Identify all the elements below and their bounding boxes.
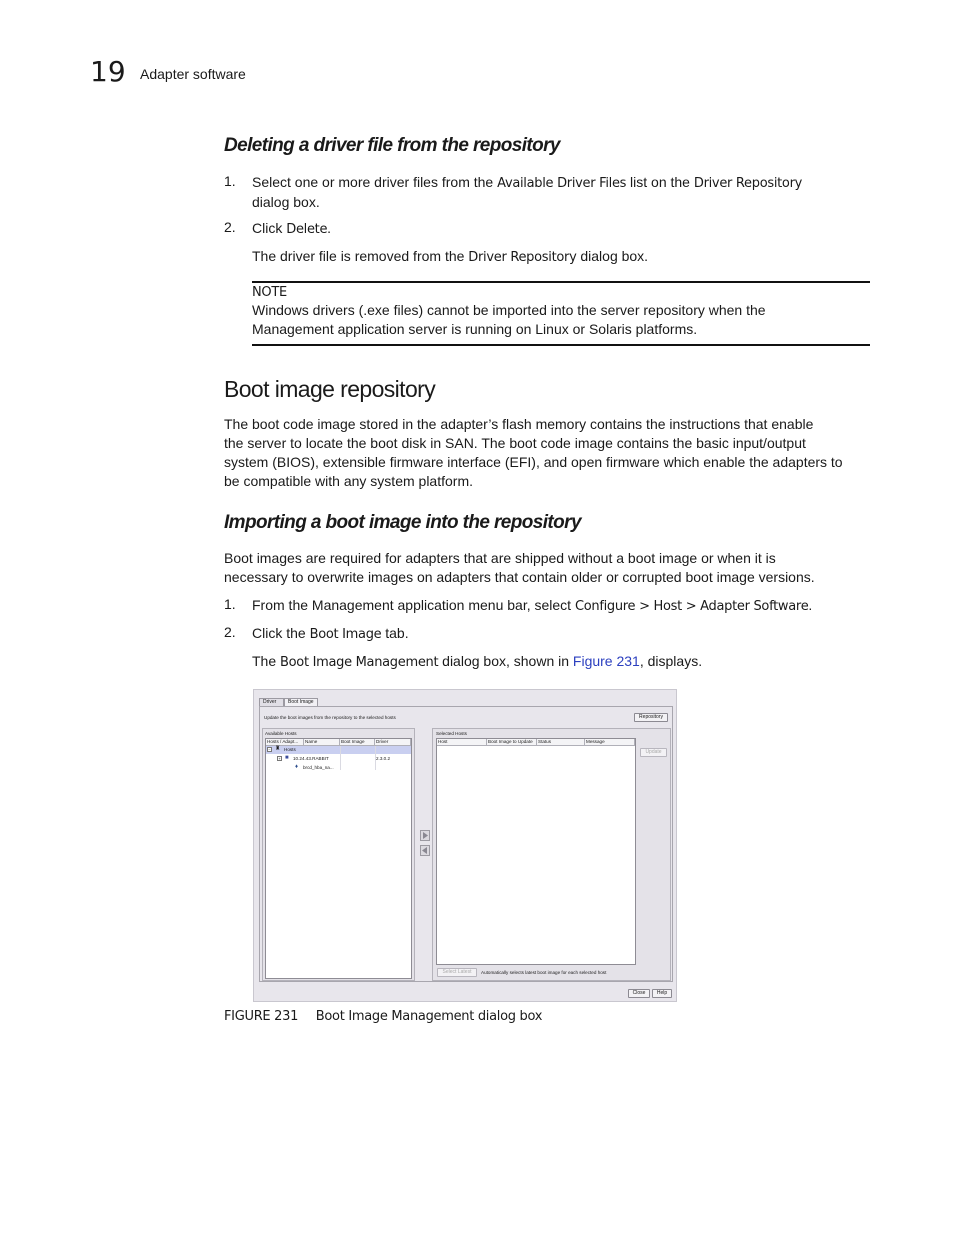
note-text: Windows drivers (.exe files) cannot be imported into the server repository when the Management application server is running on Linux or Solaris platforms. — [252, 302, 766, 337]
import-result: The Boot Image Management dialog box, shown in Figure 231, displays. — [252, 653, 703, 670]
adapter-icon: ♦ — [295, 764, 299, 770]
delete-step-1: Select one or more driver files from the Available Driver Files list on the Driver Repository dialog box. — [252, 174, 803, 210]
step-number: 2. — [224, 219, 236, 235]
import-step-1: From the Management application menu bar, select Configure > Host > Adapter Software. — [252, 597, 813, 614]
tab-boot-image[interactable]: Boot Image — [284, 698, 318, 707]
figure-231-link[interactable]: Figure 231 — [572, 653, 640, 669]
expand-icon[interactable]: + — [278, 756, 281, 761]
hosts-folder-icon: ♜ — [275, 746, 281, 752]
column-header[interactable]: Boot Image to Update — [487, 739, 537, 746]
import-step-2: Click the Boot Image tab. — [252, 625, 409, 642]
import-paragraph: Boot images are required for adapters that are shipped without a boot image or when it is necessary to overwrite images on adapters that contain older or corrupted boot image versions. — [224, 550, 815, 585]
host-driver-version: 2.3.0.2 — [376, 756, 391, 761]
boot-image-panel — [259, 706, 673, 982]
selected-hosts-group — [432, 728, 671, 981]
close-button[interactable]: Close — [628, 989, 650, 998]
adapter-name: brcd_hba_na... — [303, 765, 334, 770]
available-hosts-label: Available Hosts — [265, 731, 297, 736]
note-label: NOTE — [252, 285, 287, 300]
chapter-title: Adapter software — [140, 66, 246, 82]
heading-import-boot-image: Importing a boot image into the repository — [224, 512, 581, 533]
available-hosts-table[interactable] — [265, 738, 412, 979]
tree-root-label: Hosts — [284, 747, 296, 752]
table-row[interactable] — [266, 746, 411, 754]
select-latest-description: Automatically selects latest boot image for each selected host — [481, 970, 607, 975]
arrow-right-icon — [421, 831, 429, 840]
help-button[interactable]: Help — [652, 989, 672, 998]
collapse-icon[interactable]: − — [268, 747, 271, 752]
move-left-button[interactable] — [420, 845, 430, 856]
note-top-rule — [252, 281, 870, 283]
delete-result: The driver file is removed from the Driver Repository dialog box. — [252, 248, 649, 265]
column-header[interactable]: Message — [585, 739, 635, 746]
column-header[interactable]: Host — [437, 739, 487, 746]
host-icon: ■ — [285, 755, 289, 761]
column-header[interactable]: Status — [537, 739, 585, 746]
column-header[interactable]: Hosts / Adapt... — [266, 739, 304, 746]
heading-delete-driver: Deleting a driver file from the repository — [224, 135, 560, 156]
delete-step-2: Click Delete. — [252, 220, 332, 237]
host-name: 10.24.43.RABBIT — [293, 756, 329, 761]
move-right-button[interactable] — [420, 830, 430, 841]
step-number: 2. — [224, 624, 236, 640]
selected-hosts-label: Selected Hosts — [436, 731, 467, 736]
figure-caption — [224, 1009, 542, 1024]
arrow-left-icon — [421, 846, 429, 855]
tab-driver[interactable]: Driver — [259, 698, 284, 707]
update-button[interactable]: Update — [640, 748, 667, 757]
table-row[interactable] — [266, 764, 411, 772]
select-latest-button[interactable]: Select Latest — [437, 968, 477, 977]
note-bottom-rule — [252, 344, 870, 346]
table-row[interactable] — [266, 755, 411, 763]
available-hosts-group — [262, 728, 415, 981]
heading-boot-image-repository: Boot image repository — [224, 376, 436, 402]
column-divider — [375, 746, 376, 770]
column-header[interactable]: Driver — [375, 739, 411, 746]
instruction-text: Update the boot images from the repository to the selected hosts — [264, 715, 396, 720]
column-divider — [340, 746, 341, 770]
column-header[interactable]: Boot Image — [340, 739, 375, 746]
step-number: 1. — [224, 173, 236, 189]
chapter-number: 19 — [90, 55, 126, 88]
boot-paragraph: The boot code image stored in the adapter’s flash memory contains the instructions that enable the server to locate the boot disk in SAN. The boot code image contains the basic input/output system (BIOS), extensible firmware interface (EFI), and open firmware which enable the adapters to be compatible with any system platform. — [224, 416, 843, 489]
repository-button[interactable]: Repository — [634, 713, 668, 722]
step-number: 1. — [224, 596, 236, 612]
figure-title: Boot Image Management dialog box — [315, 1009, 543, 1024]
selected-hosts-table[interactable] — [436, 738, 636, 965]
figure-number: FIGURE 231 — [224, 1009, 299, 1024]
column-header[interactable]: Name — [304, 739, 340, 746]
boot-image-management-dialog — [253, 689, 677, 1002]
